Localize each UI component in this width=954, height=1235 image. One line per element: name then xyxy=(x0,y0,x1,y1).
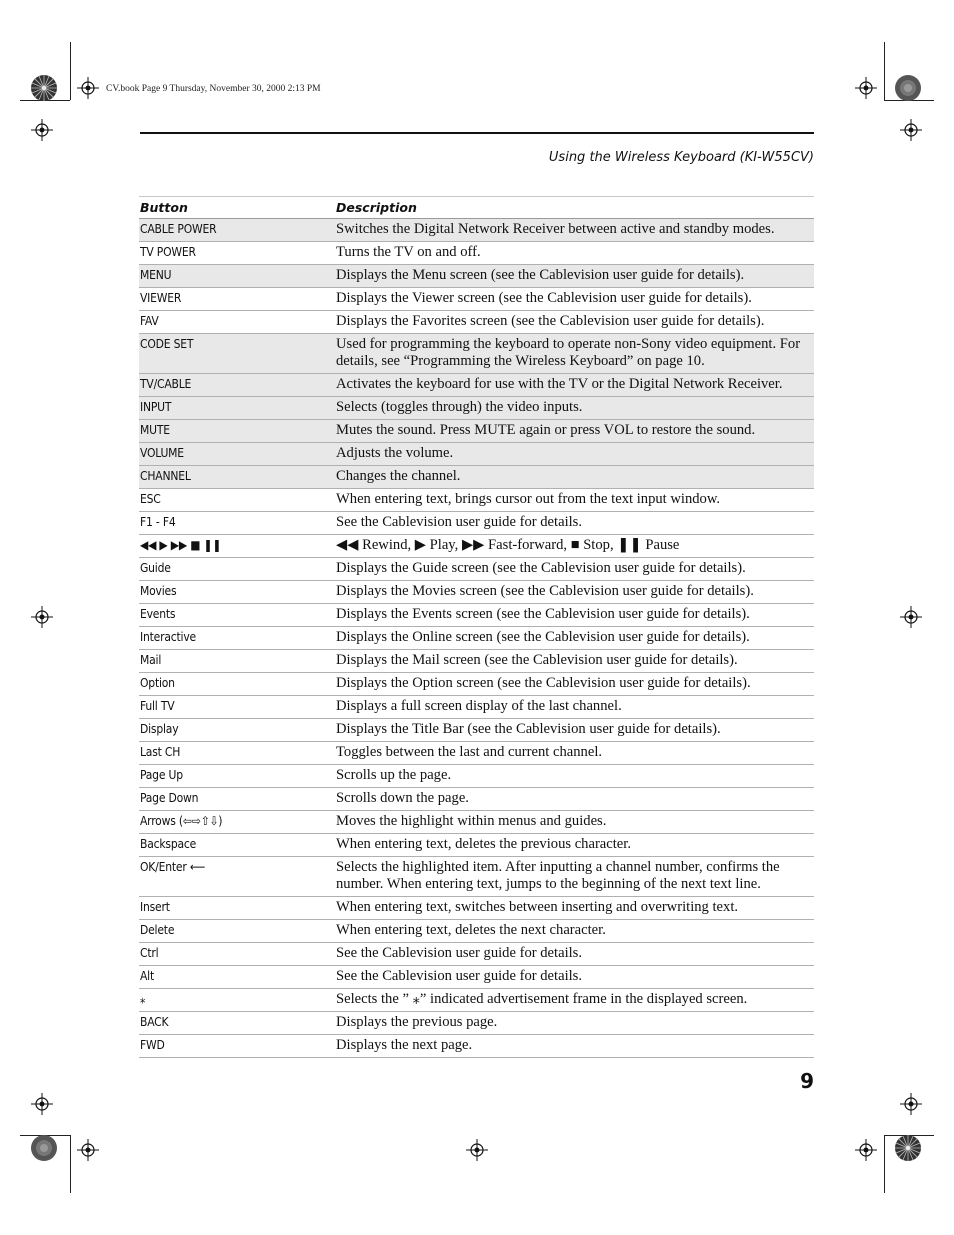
table-row xyxy=(139,765,814,788)
table-row xyxy=(139,397,814,420)
table-row xyxy=(139,696,814,719)
registration-mark-icon xyxy=(77,77,99,99)
button-name-cell: Mail xyxy=(139,650,335,673)
registration-mark-icon xyxy=(900,1093,922,1115)
button-name-cell: Interactive xyxy=(139,627,335,650)
button-name-cell: MENU xyxy=(139,265,335,288)
crop-mark xyxy=(70,1135,71,1193)
table-row xyxy=(139,288,814,311)
table-row xyxy=(139,650,814,673)
button-description-cell: Displays the Favorites screen (see the Cablevision user guide for details). xyxy=(335,311,814,334)
button-name-cell: CHANNEL xyxy=(139,466,335,489)
table-row xyxy=(139,219,814,242)
button-name-cell: Page Up xyxy=(139,765,335,788)
registration-mark-icon xyxy=(466,1139,488,1161)
column-header-button: Button xyxy=(139,197,335,219)
button-name-cell: CABLE POWER xyxy=(139,219,335,242)
button-description-cell: Displays the Events screen (see the Cablevision user guide for details). xyxy=(335,604,814,627)
button-description-cell: Displays the next page. xyxy=(335,1035,814,1058)
table-row xyxy=(139,512,814,535)
table-row xyxy=(139,265,814,288)
button-description-cell: Displays the Option screen (see the Cablevision user guide for details). xyxy=(335,673,814,696)
table-row xyxy=(139,420,814,443)
table-row xyxy=(139,742,814,765)
crop-mark xyxy=(884,1135,885,1193)
starburst-mark-icon xyxy=(894,74,922,102)
button-description-cell: When entering text, switches between inserting and overwriting text. xyxy=(335,897,814,920)
table-row xyxy=(139,242,814,265)
button-description-cell: Displays the Guide screen (see the Cablevision user guide for details). xyxy=(335,558,814,581)
button-name-cell: Alt xyxy=(139,966,335,989)
column-header-description: Description xyxy=(335,197,814,219)
table-row xyxy=(139,719,814,742)
button-description-cell: Scrolls down the page. xyxy=(335,788,814,811)
table-row xyxy=(139,943,814,966)
button-name-cell: Insert xyxy=(139,897,335,920)
button-description-table xyxy=(139,196,814,1058)
button-description-cell: Moves the highlight within menus and guides. xyxy=(335,811,814,834)
button-description-cell: See the Cablevision user guide for details. xyxy=(335,512,814,535)
button-name-cell: ESC xyxy=(139,489,335,512)
button-description-cell: Toggles between the last and current channel. xyxy=(335,742,814,765)
table-row xyxy=(139,489,814,512)
table-row xyxy=(139,811,814,834)
table-row xyxy=(139,857,814,897)
button-name-cell: Guide xyxy=(139,558,335,581)
button-name-cell: CODE SET xyxy=(139,334,335,374)
page-number: 9 xyxy=(800,1069,814,1093)
button-description-cell: Displays the Menu screen (see the Cablevision user guide for details). xyxy=(335,265,814,288)
button-name-cell: FWD xyxy=(139,1035,335,1058)
button-description-cell: Scrolls up the page. xyxy=(335,765,814,788)
button-description-cell: Displays the Mail screen (see the Cablevision user guide for details). xyxy=(335,650,814,673)
button-name-cell: Backspace xyxy=(139,834,335,857)
registration-mark-icon xyxy=(900,119,922,141)
button-description-cell: Selects the highlighted item. After inputting a channel number, confirms the number. When entering text, jumps to the beginning of the next text line. xyxy=(335,857,814,897)
table-row xyxy=(139,920,814,943)
button-description-cell: Displays the Viewer screen (see the Cablevision user guide for details). xyxy=(335,288,814,311)
table-row xyxy=(139,966,814,989)
registration-mark-icon xyxy=(31,606,53,628)
button-name-cell: FAV xyxy=(139,311,335,334)
button-description-cell: Activates the keyboard for use with the TV or the Digital Network Receiver. xyxy=(335,374,814,397)
crop-mark xyxy=(70,42,71,100)
table-row xyxy=(139,466,814,489)
registration-mark-icon xyxy=(31,1093,53,1115)
button-name-cell: Option xyxy=(139,673,335,696)
button-name-cell: Display xyxy=(139,719,335,742)
button-name-cell: VIEWER xyxy=(139,288,335,311)
print-slug: CV.book Page 9 Thursday, November 30, 2000 2:13 PM xyxy=(106,84,321,94)
button-description-cell: See the Cablevision user guide for details. xyxy=(335,966,814,989)
button-name-cell: ⁎ xyxy=(139,989,335,1012)
button-name-cell: Full TV xyxy=(139,696,335,719)
button-description-cell: Displays the Title Bar (see the Cablevision user guide for details). xyxy=(335,719,814,742)
button-name-cell: F1 - F4 xyxy=(139,512,335,535)
button-name-cell: MUTE xyxy=(139,420,335,443)
button-name-cell: Movies xyxy=(139,581,335,604)
button-description-cell: When entering text, deletes the previous character. xyxy=(335,834,814,857)
button-description-cell: Displays a full screen display of the last channel. xyxy=(335,696,814,719)
table-row xyxy=(139,558,814,581)
table-row xyxy=(139,897,814,920)
header-rule xyxy=(140,132,814,134)
button-name-cell: Ctrl xyxy=(139,943,335,966)
table-row xyxy=(139,374,814,397)
table-row xyxy=(139,581,814,604)
crop-mark xyxy=(884,42,885,100)
button-name-cell: OK/Enter ⟵ xyxy=(139,857,335,897)
button-description-cell: ◀◀ Rewind, ▶ Play, ▶▶ Fast-forward, ■ Stop, ❚❚ Pause xyxy=(335,535,814,558)
button-name-cell: BACK xyxy=(139,1012,335,1035)
button-description-cell: Turns the TV on and off. xyxy=(335,242,814,265)
table-row xyxy=(139,673,814,696)
table-row xyxy=(139,311,814,334)
button-description-cell: Selects (toggles through) the video inputs. xyxy=(335,397,814,420)
registration-mark-icon xyxy=(77,1139,99,1161)
button-description-cell: Displays the previous page. xyxy=(335,1012,814,1035)
button-description-cell: Changes the channel. xyxy=(335,466,814,489)
button-name-cell: INPUT xyxy=(139,397,335,420)
button-description-cell: When entering text, brings cursor out from the text input window. xyxy=(335,489,814,512)
button-name-cell: Events xyxy=(139,604,335,627)
registration-mark-icon xyxy=(855,1139,877,1161)
table-body xyxy=(139,219,814,1058)
button-description-cell: Displays the Online screen (see the Cablevision user guide for details). xyxy=(335,627,814,650)
button-name-cell: TV POWER xyxy=(139,242,335,265)
button-description-cell: Adjusts the volume. xyxy=(335,443,814,466)
registration-mark-icon xyxy=(31,119,53,141)
button-description-cell: Used for programming the keyboard to operate non-Sony video equipment. For details, see “Programming the Wireless Keyboard” on page 10. xyxy=(335,334,814,374)
button-description-cell: Switches the Digital Network Receiver between active and standby modes. xyxy=(335,219,814,242)
button-name-cell: Page Down xyxy=(139,788,335,811)
button-description-cell: When entering text, deletes the next character. xyxy=(335,920,814,943)
table-row xyxy=(139,535,814,558)
table-row xyxy=(139,627,814,650)
running-head: Using the Wireless Keyboard (KI-W55CV) xyxy=(548,150,814,165)
button-name-cell: Arrows (⇦⇨⇧⇩) xyxy=(139,811,335,834)
table-row xyxy=(139,989,814,1012)
starburst-mark-icon xyxy=(894,1134,922,1162)
table-row xyxy=(139,334,814,374)
button-name-cell: Last CH xyxy=(139,742,335,765)
table-row xyxy=(139,834,814,857)
starburst-mark-icon xyxy=(30,1134,58,1162)
button-name-cell: Delete xyxy=(139,920,335,943)
starburst-mark-icon xyxy=(30,74,58,102)
table-row xyxy=(139,788,814,811)
button-name-cell: TV/CABLE xyxy=(139,374,335,397)
button-name-cell: VOLUME xyxy=(139,443,335,466)
table-row xyxy=(139,1012,814,1035)
button-description-cell: See the Cablevision user guide for details. xyxy=(335,943,814,966)
table-row xyxy=(139,604,814,627)
registration-mark-icon xyxy=(900,606,922,628)
button-description-cell: Mutes the sound. Press MUTE again or press VOL to restore the sound. xyxy=(335,420,814,443)
table-row xyxy=(139,443,814,466)
table-row xyxy=(139,1035,814,1058)
button-description-cell: Selects the ” ⁎” indicated advertisement frame in the displayed screen. xyxy=(335,989,814,1012)
registration-mark-icon xyxy=(855,77,877,99)
table-header-row xyxy=(139,197,814,219)
button-name-cell: ◀◀ ▶ ▶▶ ■ ❚❚ xyxy=(139,535,335,558)
button-description-cell: Displays the Movies screen (see the Cablevision user guide for details). xyxy=(335,581,814,604)
